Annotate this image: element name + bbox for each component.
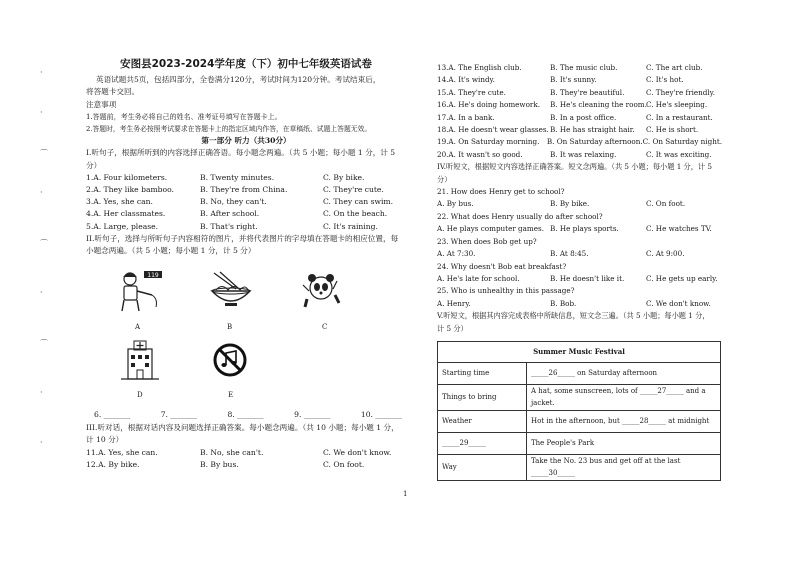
option: B. He's cleaning the room. — [550, 100, 647, 110]
page-number: 1 — [403, 490, 408, 498]
option: 19.A. On Saturday morning. — [437, 137, 540, 147]
panda-icon — [301, 271, 341, 309]
table-row — [438, 410, 721, 432]
hospital-building-icon — [120, 339, 160, 381]
picture-options — [86, 257, 406, 422]
right-column — [437, 62, 722, 481]
question-25 — [437, 285, 722, 310]
sec1-instr-2: 分） — [86, 160, 102, 170]
question-1 — [86, 172, 406, 184]
sec1-instr-1: I.听句子，根据所听到的内容选择正确答语。每小题念两遍。（共 5 小题；每小题 1 分，计 5 — [86, 148, 396, 158]
option: 3.A. Yes, she can. — [86, 197, 153, 207]
option: B. He doesn't like it. — [550, 273, 625, 283]
option: A. By bus. — [437, 199, 474, 209]
option: B. The music club. — [550, 63, 618, 72]
option: 15.A. They're cute. — [437, 87, 506, 97]
exam-title: 安图县2023-2024学年度（下）初中七年级英语试卷 — [120, 58, 372, 70]
option: A. Henry. — [437, 298, 471, 308]
table-row — [438, 384, 721, 410]
option: C. He is short. — [646, 125, 699, 135]
option: 16.A. He's doing homework. — [437, 100, 540, 110]
picture-b-label: B — [227, 323, 233, 332]
option: C. By bike. — [323, 172, 365, 182]
option: C. On foot. — [323, 459, 365, 469]
blank-10: 10. _______ — [360, 410, 402, 420]
blank-8: 8. _______ — [227, 410, 264, 420]
option: 12.A. By bike. — [86, 459, 140, 469]
answer-blanks-6-10 — [94, 409, 402, 421]
row-value: Take the No. 23 bus and get off at the last _____30_____ — [527, 454, 721, 480]
option: C. He's sleeping. — [646, 100, 708, 110]
option: B. After school. — [200, 209, 260, 219]
option: C. On the beach. — [323, 209, 388, 219]
option: C. They're cute. — [323, 185, 384, 195]
sign-text: 119 — [147, 272, 159, 280]
question-21 — [437, 186, 722, 211]
question-12 — [86, 459, 406, 471]
option: A. He's late for school. — [437, 273, 520, 283]
option: B. At 8:45. — [550, 249, 589, 259]
option: B. He has straight hair. — [550, 125, 635, 135]
option: C. It was exciting. — [646, 149, 712, 159]
option: B. Bob. — [550, 298, 577, 308]
question-24 — [437, 261, 722, 286]
question-17 — [437, 112, 722, 124]
option: B. That's right. — [200, 221, 258, 231]
picture-e — [213, 343, 247, 377]
option: C. He watches TV. — [646, 224, 712, 234]
option: 11.A. Yes, she can. — [86, 447, 158, 457]
option: C. It's raining. — [323, 221, 378, 231]
question-text: 23. When does Bob get up? — [437, 236, 537, 246]
sec2-instr-2: 小题念两遍。（共 5 小题；每小题 1 分，计 5 分） — [86, 246, 256, 256]
option: C. We don't know. — [323, 447, 392, 457]
row-key: Things to bring — [438, 384, 527, 410]
binding-margin: · · ⌒ · ⌒ · ⌒ · · — [40, 68, 48, 447]
no-music-icon — [213, 343, 247, 377]
row-value: Hot in the afternoon, but _____28_____ at midnight — [527, 410, 721, 432]
option: 14.A. It's windy. — [437, 75, 495, 85]
option: A. He plays computer games. — [437, 224, 544, 234]
blank-6: 6. _______ — [94, 410, 131, 420]
option: 4.A. Her classmates. — [86, 209, 166, 219]
row-key: Starting time — [438, 362, 527, 384]
question-22 — [437, 211, 722, 236]
part1-heading: 第一部分 听力（共30分） — [201, 136, 291, 146]
table-title: Summer Music Festival — [438, 341, 721, 362]
intro-line-2: 将答题卡交回。 — [86, 87, 140, 97]
notice-title: 注意事项 — [86, 99, 117, 109]
option: C. He gets up early. — [646, 273, 718, 283]
option: 5.A. Large, please. — [86, 221, 159, 231]
question-14 — [437, 74, 722, 86]
festival-table — [437, 341, 721, 481]
left-column — [86, 58, 406, 471]
option: C. On Saturday night. — [642, 137, 722, 147]
table-row — [438, 362, 721, 384]
question-20 — [437, 149, 722, 161]
option: B. They're beautiful. — [550, 87, 625, 97]
table-row — [438, 454, 721, 480]
option: C. The art club. — [646, 63, 703, 72]
blank-7: 7. _______ — [160, 410, 197, 420]
question-text: 21. How does Henry get to school? — [437, 187, 565, 197]
option: B. He plays sports. — [550, 224, 619, 234]
sec3-instr-1: III.听对话，根据对话内容及问题选择正确答案。每小题念两遍。（共 10 小题；每小题 1 分， — [86, 423, 399, 433]
question-text: 24. Why doesn't Bob eat breakfast? — [437, 261, 567, 271]
intro-line-1: 英语试题共5页，包括四部分，全卷满分120分，考试时间为120分钟。考试结束后， — [96, 75, 381, 85]
option: 1.A. Four kilometers. — [86, 172, 168, 182]
question-16 — [437, 99, 722, 111]
option: C. On foot. — [646, 199, 686, 209]
option: B. On Saturday afternoon. — [546, 137, 643, 147]
sec4-instr-1: IV.听短文，根据短文内容选择正确答案。短文念两遍。（共 5 小题；每小题 1 分，计 5 — [437, 162, 712, 172]
picture-c-label: C — [322, 323, 328, 332]
row-key: Weather — [438, 410, 527, 432]
question-text: 25. Who is unhealthy in this passage? — [437, 286, 575, 296]
question-text: 22. What does Henry usually do after school? — [437, 211, 603, 221]
notice-2: 2.答题时，考生务必按照考试要求在答题卡上的指定区域内作答，在草稿纸、试题上答题无效。 — [86, 125, 372, 134]
firefighter-icon — [114, 269, 164, 314]
option: 18.A. He doesn't wear glasses. — [437, 125, 549, 135]
option: B. By bike. — [550, 199, 590, 209]
option: C. It's hot. — [646, 75, 684, 85]
notice-1: 1.答题前，考生务必将自己的姓名、准考证号填写在答题卡上。 — [86, 112, 282, 121]
row-key: Way — [438, 454, 527, 480]
option: C. At 9:00. — [646, 249, 685, 259]
question-18 — [437, 124, 722, 136]
option: B. No, she can't. — [200, 447, 264, 457]
picture-a — [114, 269, 164, 314]
question-13 — [437, 62, 722, 74]
question-3 — [86, 196, 406, 208]
question-19 — [437, 136, 722, 148]
sec5-instr-1: V.听短文，根据其内容完成表格中所缺信息，短文念三遍。（共 5 小题；每小题 1 分， — [437, 311, 710, 321]
question-2 — [86, 184, 406, 196]
question-23 — [437, 236, 722, 261]
option: C. We don't know. — [646, 298, 711, 308]
option: C. In a restaurant. — [646, 112, 713, 122]
question-4 — [86, 208, 406, 220]
option: A. At 7:30. — [437, 249, 476, 259]
option: 20.A. It wasn't so good. — [437, 149, 523, 159]
option: C. They're friendly. — [646, 87, 716, 97]
question-11 — [86, 447, 406, 459]
option: 2.A. They like bamboo. — [86, 185, 174, 195]
picture-b — [208, 271, 254, 311]
blank-9: 9. _______ — [294, 410, 331, 420]
option: B. They're from China. — [200, 185, 288, 195]
option: B. No, they can't. — [200, 197, 267, 207]
row-value: A hat, some sunscreen, lots of _____27_____ and a jacket. — [527, 384, 721, 410]
option: B. Twenty minutes. — [200, 172, 275, 182]
option: B. In a post office. — [550, 112, 617, 122]
row-value: The People's Park — [527, 432, 721, 454]
option: B. It's sunny. — [550, 75, 597, 85]
picture-d — [120, 339, 160, 381]
option: 13.A. The English club. — [437, 63, 522, 72]
row-value: _____26_____ on Saturday afternoon — [527, 362, 721, 384]
sec5-instr-2: 计 5 分） — [437, 323, 468, 333]
picture-d-label: D — [137, 391, 143, 400]
sec4-instr-2: 分） — [437, 174, 452, 184]
table-row — [438, 432, 721, 454]
option: C. They can swim. — [323, 197, 394, 207]
question-5 — [86, 221, 406, 233]
row-key: _____29_____ — [438, 432, 527, 454]
option: 17.A. In a bank. — [437, 112, 495, 122]
picture-e-label: E — [228, 391, 234, 400]
sec2-instr-1: II.听句子，选择与所听句子内容相符的图片，并将代表图片的字母填在答题卡的相应位置，每 — [86, 233, 399, 243]
question-15 — [437, 87, 722, 99]
picture-a-label: A — [135, 323, 141, 332]
noodles-icon — [208, 271, 254, 311]
option: B. By bus. — [200, 459, 239, 469]
picture-c — [301, 271, 341, 309]
option: B. It was relaxing. — [550, 149, 617, 159]
sec3-instr-2: 计 10 分） — [86, 435, 124, 445]
